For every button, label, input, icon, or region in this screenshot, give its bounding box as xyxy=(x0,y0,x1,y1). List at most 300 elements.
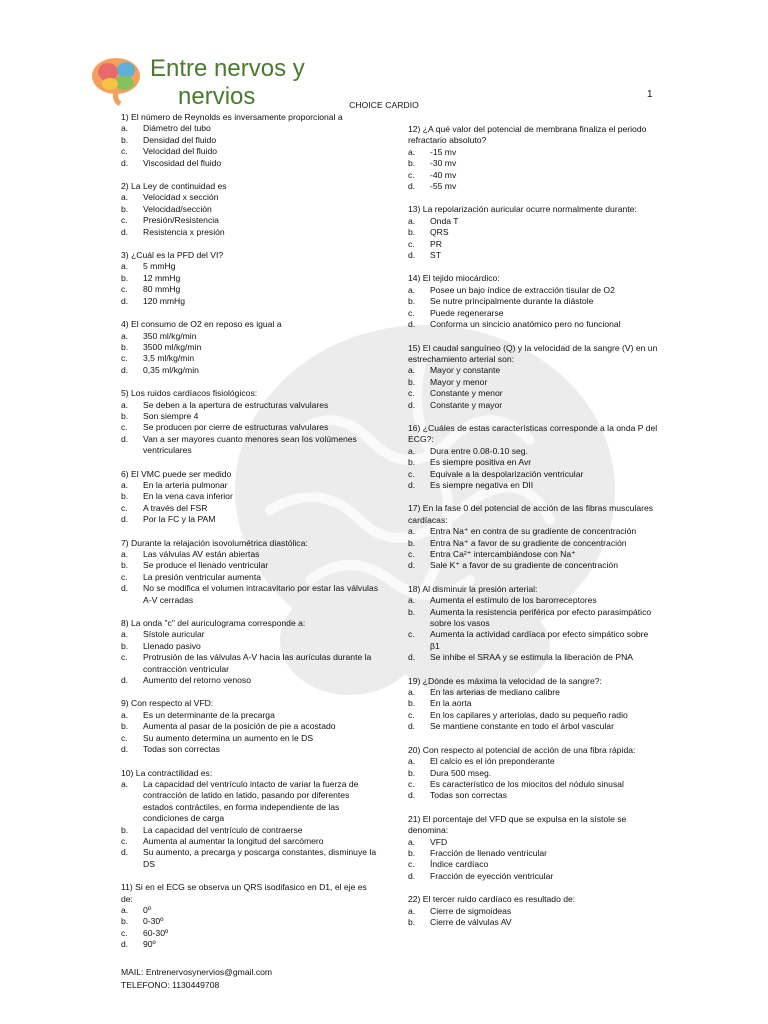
answer-option xyxy=(408,446,660,457)
answer-option xyxy=(121,939,381,950)
answer-option xyxy=(121,422,381,433)
option-letter: a. xyxy=(408,215,416,226)
option-letter: b. xyxy=(408,606,416,617)
question xyxy=(121,538,381,606)
answer-option xyxy=(408,595,660,606)
answer-option xyxy=(408,469,660,480)
option-text: PR xyxy=(430,238,442,249)
option-text: Aumenta el estímulo de los barorreceptores xyxy=(430,595,597,606)
question xyxy=(408,894,660,928)
question xyxy=(408,343,660,411)
answer-option xyxy=(121,744,381,755)
answer-option xyxy=(121,411,381,422)
answer-option xyxy=(121,847,381,870)
question-stem: 8) La onda "c" del auriculograma corresponde a: xyxy=(121,618,306,629)
answer-option xyxy=(408,538,660,549)
option-letter: a. xyxy=(408,687,416,698)
answer-option xyxy=(121,353,381,364)
option-text: Las válvulas AV están abiertas xyxy=(143,549,260,559)
option-text: Resistencia x presión xyxy=(143,226,225,237)
answer-option xyxy=(121,514,381,525)
option-letter: c. xyxy=(121,502,128,513)
question xyxy=(121,181,381,238)
option-text: En los capilares y arteriolas, dado su pequeño radio xyxy=(430,709,628,720)
option-letter: a. xyxy=(408,526,416,537)
question xyxy=(121,112,381,169)
answer-option xyxy=(121,204,381,215)
answer-option xyxy=(408,871,660,882)
question-stem: 22) El tercer ruido cardíaco es resultado de: xyxy=(408,894,576,905)
answer-option xyxy=(408,227,660,238)
option-text: Se produce el llenado ventricular xyxy=(143,560,269,571)
option-text: 3,5 ml/kg/min xyxy=(143,353,195,364)
option-text: 0-30º xyxy=(143,916,164,927)
answer-option xyxy=(121,331,381,342)
option-letter: c. xyxy=(408,778,415,789)
option-text: Sístole auricular xyxy=(143,629,205,640)
option-text: En la vena cava inferior xyxy=(143,491,233,502)
option-text: Diámetro del tubo xyxy=(143,123,211,134)
option-letter: b. xyxy=(121,916,129,927)
question-stem: 1) El número de Reynolds es inversamente proporcional a xyxy=(121,112,343,122)
option-letter: c. xyxy=(408,629,415,640)
option-text: Índice cardíaco xyxy=(430,859,489,870)
option-letter: b. xyxy=(121,721,129,732)
question-stem: 16) ¿Cuáles de estas características corresponde a la onda P del ECG?: xyxy=(408,422,658,445)
option-text: VFD xyxy=(430,836,448,847)
answer-option xyxy=(121,629,381,640)
answer-option xyxy=(408,779,660,790)
option-letter: c. xyxy=(121,732,128,743)
answer-option xyxy=(408,480,660,491)
answer-option xyxy=(408,790,660,801)
option-text: Son siempre 4 xyxy=(143,410,199,421)
option-letter: d. xyxy=(408,250,416,261)
option-text: Fracción de llenado ventricular xyxy=(430,847,548,858)
footer xyxy=(121,966,272,991)
option-text: -15 mv xyxy=(430,146,457,157)
question-stem: 21) El porcentaje del VFD que se expulsa en la sístole se denomina: xyxy=(408,813,627,836)
option-letter: a. xyxy=(408,445,416,456)
question xyxy=(121,882,381,950)
option-letter: c. xyxy=(121,284,128,295)
option-letter: c. xyxy=(408,238,415,249)
option-text: 0º xyxy=(143,904,151,915)
question xyxy=(408,124,660,192)
option-text: QRS xyxy=(430,227,449,238)
option-text: -30 mv xyxy=(430,158,457,169)
option-letter: b. xyxy=(121,341,129,352)
option-text: Constante y menor xyxy=(430,388,503,399)
option-text: Velocidad/sección xyxy=(143,203,212,214)
question xyxy=(408,745,660,802)
option-letter: d. xyxy=(121,744,129,755)
question-stem: 6) El VMC puede ser medido xyxy=(121,468,232,479)
question xyxy=(121,768,381,871)
option-letter: a. xyxy=(121,261,129,272)
option-letter: a. xyxy=(408,146,416,157)
option-letter: c. xyxy=(408,549,415,559)
option-text: Es siempre positiva en Avr xyxy=(430,457,532,468)
option-letter: b. xyxy=(408,376,416,387)
answer-option xyxy=(121,916,381,927)
answer-option xyxy=(408,652,660,663)
answer-option xyxy=(408,388,660,399)
question-stem: 9) Con respecto al VFD: xyxy=(121,698,214,709)
answer-option xyxy=(408,181,660,192)
question xyxy=(121,618,381,686)
option-letter: b. xyxy=(121,410,129,421)
option-letter: d. xyxy=(121,157,129,168)
option-text: Fracción de eyección ventricular xyxy=(430,870,554,881)
option-text: Se mantiene constante en todo el árbol vascular xyxy=(430,721,614,732)
answer-option xyxy=(121,158,381,169)
option-text: Es característico de los miocitos del nódulo sinusal xyxy=(430,778,624,789)
answer-option xyxy=(408,170,660,181)
option-letter: c. xyxy=(408,388,415,399)
option-letter: c. xyxy=(408,307,415,318)
option-letter: a. xyxy=(121,330,129,341)
option-text: ST xyxy=(430,250,441,261)
question xyxy=(121,698,381,755)
answer-option xyxy=(121,261,381,272)
option-text: Puede regenerarse xyxy=(430,307,504,318)
answer-option xyxy=(121,491,381,502)
answer-option xyxy=(408,607,660,630)
option-text: La capacidad del ventrículo intacto de variar la fuerza de contracción de latido en latido, pasando por diferentes estados contráctiles, en forma independiente de las condiciones de carga xyxy=(143,778,359,824)
option-text: Posee un bajo índice de extracción tisular de O2 xyxy=(430,284,615,295)
answer-option xyxy=(121,192,381,203)
questions-column-left xyxy=(121,112,381,951)
answer-option xyxy=(121,215,381,226)
option-text: Aumenta la actividad cardíaca por efecto simpático sobre β1 xyxy=(430,629,649,651)
option-text: Su aumento, a precarga y poscarga constantes, disminuye la DS xyxy=(143,847,377,869)
page-number: 1 xyxy=(647,89,653,100)
option-text: Viscosidad del fluido xyxy=(143,157,222,168)
option-letter: b. xyxy=(408,847,416,858)
option-text: Presión/Resistencia xyxy=(143,215,219,226)
option-letter: b. xyxy=(408,296,416,307)
option-text: Van a ser mayores cuanto menores sean los volúmenes ventriculares xyxy=(143,433,357,456)
question-stem: 3) ¿Cuál es la PFD del VI? xyxy=(121,250,224,261)
answer-option xyxy=(408,859,660,870)
option-text: Onda T xyxy=(430,215,459,226)
question-stem: 19) ¿Dónde es máxima la velocidad de la sangre?: xyxy=(408,675,602,686)
answer-option xyxy=(408,400,660,411)
answer-option xyxy=(121,273,381,284)
option-text: Por la FC y la PAM xyxy=(143,514,216,525)
option-text: Sale K⁺ a favor de su gradiente de concentración xyxy=(430,560,618,571)
answer-option xyxy=(121,284,381,295)
question-stem: 10) La contractilidad es: xyxy=(121,767,213,778)
option-letter: b. xyxy=(121,640,129,651)
question xyxy=(408,423,660,491)
option-letter: b. xyxy=(408,158,416,169)
option-letter: a. xyxy=(408,756,416,767)
question-stem: 15) El caudal sanguíneo (Q) y la velocidad de la sangre (V) en un estrechamiento arterial son: xyxy=(408,342,658,364)
question xyxy=(121,388,381,456)
option-letter: b. xyxy=(121,824,129,835)
question-stem: 13) La repolarización auricular ocurre normalmente durante: xyxy=(408,204,637,215)
question xyxy=(121,469,381,526)
option-letter: b. xyxy=(121,272,129,283)
question-stem: 7) Durante la relajación isovolumétrica diastólica: xyxy=(121,537,308,548)
option-text: 0,35 ml/kg/min xyxy=(143,364,199,375)
answer-option xyxy=(121,675,381,686)
option-letter: b. xyxy=(408,537,416,548)
question-stem: 5) Los ruidos cardíacos fisiológicos: xyxy=(121,388,258,399)
question-stem: 14) El tejido miocárdico: xyxy=(408,273,500,284)
answer-option xyxy=(121,135,381,146)
option-letter: d. xyxy=(408,399,416,410)
option-letter: b. xyxy=(121,491,129,502)
answer-option xyxy=(408,917,660,928)
option-text: Todas son correctas xyxy=(430,790,507,801)
answer-option xyxy=(408,710,660,721)
option-letter: b. xyxy=(408,698,416,709)
question xyxy=(408,273,660,330)
option-text: Aumenta al aumentar la longitud del sarcómero xyxy=(143,835,324,846)
answer-option xyxy=(121,721,381,732)
question xyxy=(121,250,381,307)
answer-option xyxy=(121,123,381,134)
option-letter: a. xyxy=(408,595,416,606)
answer-option xyxy=(408,147,660,158)
question xyxy=(408,503,660,571)
option-letter: d. xyxy=(408,790,416,801)
question xyxy=(408,584,660,664)
answer-option xyxy=(121,227,381,238)
question-stem: 4) El consumo de O2 en reposo es igual a xyxy=(121,319,282,330)
option-text: Aumenta la resistencia periférica por efecto parasimpático sobre los vasos xyxy=(430,606,652,629)
answer-option xyxy=(121,365,381,376)
option-text: Protrusión de las válvulas A-V hacia las aurículas durante la contracción ventricular xyxy=(143,652,372,674)
option-letter: a. xyxy=(121,629,129,640)
option-letter: c. xyxy=(121,927,128,938)
option-letter: d. xyxy=(408,479,416,490)
answer-option xyxy=(408,377,660,388)
option-letter: a. xyxy=(121,123,129,134)
option-text: 12 mmHg xyxy=(143,272,181,283)
answer-option xyxy=(121,652,381,675)
option-letter: d. xyxy=(121,939,129,950)
question xyxy=(408,676,660,733)
option-text: Entra Na⁺ en contra de su gradiente de concentración xyxy=(430,526,637,537)
answer-option xyxy=(121,503,381,514)
option-text: Se inhibe el SRAA y se estimula la liberación de PNA xyxy=(430,652,634,663)
option-letter: b. xyxy=(408,457,416,468)
option-text: La presión ventricular aumenta xyxy=(143,571,261,582)
answer-option xyxy=(408,549,660,560)
option-text: Dura 500 mseg. xyxy=(430,767,492,778)
option-letter: c. xyxy=(121,353,128,364)
answer-option xyxy=(121,583,381,606)
answer-option xyxy=(121,296,381,307)
answer-option xyxy=(408,239,660,250)
answer-option xyxy=(121,549,381,560)
option-text: A través del FSR xyxy=(143,502,208,513)
option-text: Mayor y constante xyxy=(430,365,501,376)
option-letter: d. xyxy=(408,870,416,881)
footer-phone: TELEFONO: 1130449708 xyxy=(121,979,220,990)
answer-option xyxy=(408,768,660,779)
question-stem: 18) Al disminuir la presión arterial: xyxy=(408,583,538,594)
option-letter: d. xyxy=(408,560,416,571)
answer-option xyxy=(121,825,381,836)
option-text: Todas son correctas xyxy=(143,744,220,755)
answer-option xyxy=(408,365,660,376)
option-text: Velocidad del fluido xyxy=(143,146,218,157)
answer-option xyxy=(408,216,660,227)
option-letter: a. xyxy=(121,778,129,789)
answer-option xyxy=(408,308,660,319)
option-text: Llenado pasivo xyxy=(143,640,201,651)
answer-option xyxy=(408,250,660,261)
answer-option xyxy=(121,342,381,353)
option-letter: d. xyxy=(121,583,129,594)
option-letter: d. xyxy=(121,364,129,375)
option-letter: b. xyxy=(121,203,129,214)
option-letter: c. xyxy=(121,652,128,663)
logo-line-2: nervios xyxy=(178,83,256,110)
option-letter: c. xyxy=(121,146,128,157)
answer-option xyxy=(121,480,381,491)
answer-option xyxy=(121,146,381,157)
option-letter: a. xyxy=(408,365,416,376)
option-letter: a. xyxy=(121,709,129,720)
option-letter: d. xyxy=(121,433,129,444)
logo-line-1: Entre nervos y xyxy=(150,55,305,82)
option-text: Cierre de válvulas AV xyxy=(430,916,512,927)
option-letter: a. xyxy=(121,904,129,915)
option-text: 3500 ml/kg/min xyxy=(143,341,202,352)
question xyxy=(408,814,660,882)
question-stem: 17) En la fase 0 del potencial de acción de las fibras musculares cardíacas: xyxy=(408,503,654,525)
answer-option xyxy=(121,733,381,744)
option-letter: c. xyxy=(121,571,128,582)
option-text: 5 mmHg xyxy=(143,261,176,272)
answer-option xyxy=(408,848,660,859)
option-letter: d. xyxy=(408,652,416,663)
answer-option xyxy=(408,698,660,709)
answer-option xyxy=(408,319,660,330)
option-letter: b. xyxy=(408,227,416,238)
answer-option xyxy=(408,721,660,732)
answer-option xyxy=(121,400,381,411)
answer-option xyxy=(121,572,381,583)
option-text: 350 ml/kg/min xyxy=(143,330,197,341)
option-text: Es siempre negativa en DII xyxy=(430,479,534,490)
option-letter: b. xyxy=(408,767,416,778)
option-letter: d. xyxy=(121,226,129,237)
question-stem: 20) Con respecto al potencial de acción de una fibra rápida: xyxy=(408,744,636,755)
option-text: Conforma un sincicio anatómico pero no funcional xyxy=(430,319,621,330)
option-letter: c. xyxy=(121,422,128,433)
option-text: Entra Na⁺ a favor de su gradiente de concentración xyxy=(430,537,627,548)
question-stem: 2) La Ley de continuidad es xyxy=(121,181,227,192)
option-text: La capacidad del ventrículo de contraerse xyxy=(143,824,303,835)
option-text: 90º xyxy=(143,939,156,950)
option-text: En la aorta xyxy=(430,698,472,709)
option-text: Entra Ca²⁺ intercambiándose con Na⁺ xyxy=(430,549,576,559)
answer-option xyxy=(408,906,660,917)
option-text: El calcio es el ión preponderante xyxy=(430,756,555,767)
option-text: Cierre de sigmoideas xyxy=(430,905,512,916)
option-text: 80 mmHg xyxy=(143,284,181,295)
option-text: Se deben a la apertura de estructuras valvulares xyxy=(143,399,329,410)
option-text: No se modifica el volumen intracavitario por estar las válvulas A-V cerradas xyxy=(143,583,378,605)
option-letter: d. xyxy=(121,675,129,686)
option-text: Constante y mayor xyxy=(430,399,503,410)
option-text: 60-30º xyxy=(143,927,169,938)
answer-option xyxy=(408,526,660,537)
option-text: Se nutre principalmente durante la diástole xyxy=(430,296,594,307)
option-text: Aumenta al pasar de la posición de pie a acostado xyxy=(143,721,336,732)
option-letter: d. xyxy=(121,847,129,858)
option-letter: a. xyxy=(408,836,416,847)
answer-option xyxy=(408,837,660,848)
answer-option xyxy=(121,560,381,571)
option-letter: b. xyxy=(408,916,416,927)
option-letter: d. xyxy=(408,181,416,192)
answer-option xyxy=(408,285,660,296)
answer-option xyxy=(408,560,660,571)
option-text: Densidad del fluido xyxy=(143,134,217,145)
answer-option xyxy=(408,629,660,652)
option-letter: c. xyxy=(408,169,415,180)
option-text: Su aumento determina un aumento en le DS xyxy=(143,732,314,743)
option-letter: a. xyxy=(121,399,129,410)
option-text: Mayor y menor xyxy=(430,376,488,387)
answer-option xyxy=(408,296,660,307)
option-letter: c. xyxy=(408,709,415,720)
option-letter: d. xyxy=(121,514,129,525)
question-stem: 11) Si en el ECG se observa un QRS isodifasico en D1, el eje es de: xyxy=(121,882,367,904)
answer-option xyxy=(121,928,381,939)
option-text: Equivale a la despolarización ventricular xyxy=(430,468,584,479)
option-text: Se producen por cierre de estructuras valvulares xyxy=(143,422,329,433)
option-letter: a. xyxy=(408,284,416,295)
question xyxy=(408,204,660,261)
option-letter: d. xyxy=(408,721,416,732)
answer-option xyxy=(408,158,660,169)
questions-column-right xyxy=(408,124,660,928)
option-letter: a. xyxy=(121,479,129,490)
option-letter: d. xyxy=(121,295,129,306)
option-text: Velocidad x sección xyxy=(143,192,219,203)
answer-option xyxy=(121,905,381,916)
answer-option xyxy=(408,687,660,698)
option-letter: d. xyxy=(408,319,416,330)
footer-mail: MAIL: Entrenervosynervios@gmail.com xyxy=(121,967,273,977)
option-letter: b. xyxy=(121,560,129,571)
question xyxy=(121,319,381,376)
question-stem: 12) ¿A qué valor del potencial de membrana finaliza el periodo refractario absoluto? xyxy=(408,124,647,146)
option-letter: a. xyxy=(121,192,129,203)
answer-option xyxy=(121,434,381,457)
option-text: En la arteria pulmonar xyxy=(143,479,228,490)
answer-option xyxy=(408,457,660,468)
answer-option xyxy=(121,641,381,652)
answer-option xyxy=(121,779,381,825)
answer-option xyxy=(121,836,381,847)
option-letter: a. xyxy=(408,905,416,916)
option-text: Es un determinante de la precarga xyxy=(143,709,275,720)
option-text: 120 mmHg xyxy=(143,295,186,306)
option-text: En las arterias de mediano calibre xyxy=(430,687,560,698)
option-letter: b. xyxy=(121,134,129,145)
option-letter: c. xyxy=(408,468,415,479)
